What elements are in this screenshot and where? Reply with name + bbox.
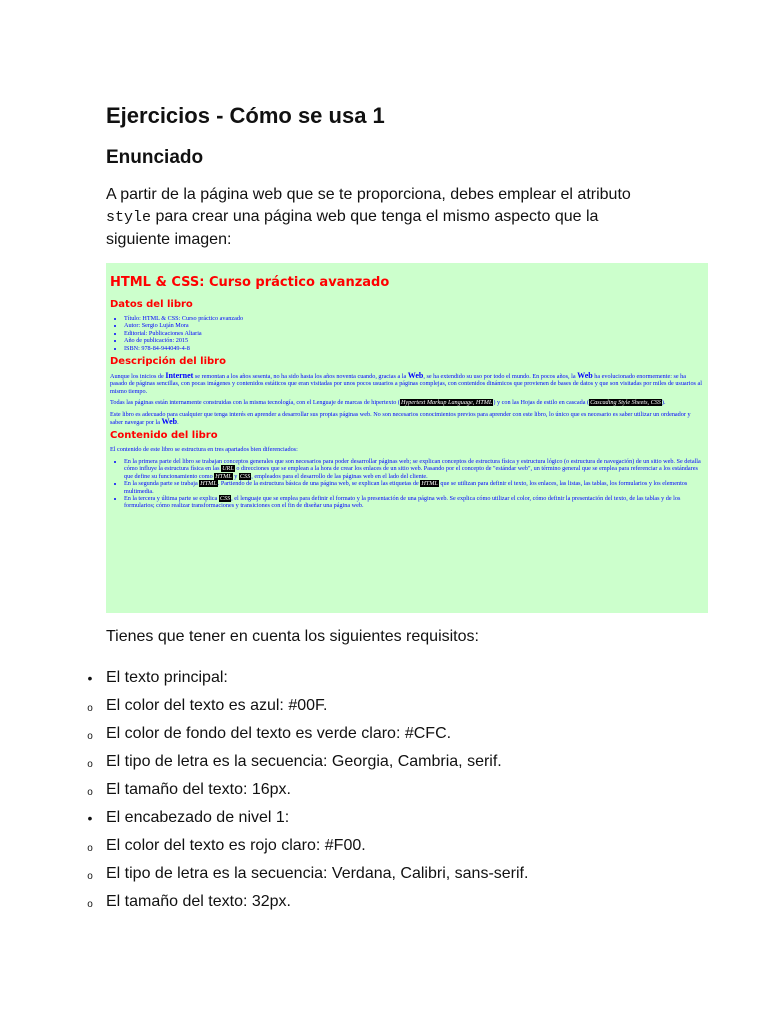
list-item (124, 458, 704, 480)
highlighted-term: HTML (215, 472, 232, 480)
intro-text-before: A partir de la página web que se te proporciona, debes emplear el atributo (106, 186, 631, 203)
intro-paragraph (106, 184, 666, 251)
list-item (0, 696, 768, 724)
highlighted-term: Cascading Style Sheets, CSS (590, 399, 661, 407)
text-run: Internet (165, 371, 194, 381)
text-run: Este libro es adecuado para cualquier que tenga interés en aprender a desarrollar sus propias páginas web. No son necesarios conocimientos previos para aprender con este libro, lo único que es necesario es saber utilizar un ordenador y saber navegar por la (110, 410, 691, 427)
bullet-circle-icon: o (87, 703, 93, 714)
list-item (124, 495, 704, 510)
text-run: ). (661, 399, 666, 407)
list-item: • ISBN: 978-84-944049-4-8 (124, 345, 704, 352)
requirement-text: El color del texto es rojo claro: #F00. (106, 837, 366, 854)
bullet-disc-icon: • (87, 810, 93, 826)
text-run: . Partiendo de la estructura básica de una página web, se explican las etiquetas de (217, 480, 421, 488)
text-run: . (177, 419, 179, 427)
list-item (0, 892, 768, 920)
requirement-text: El tamaño del texto: 16px. (106, 781, 291, 798)
text-run: Web (161, 417, 178, 427)
figure-descripcion-heading: Descripción del libro (110, 356, 226, 368)
list-item (0, 780, 768, 808)
list-item (0, 836, 768, 864)
figure-title: HTML & CSS: Curso práctico avanzado (110, 275, 390, 290)
figure-paragraph (110, 399, 704, 406)
list-item: • Autor: Sergio Luján Mora (124, 322, 704, 329)
highlighted-term: HTML (200, 480, 217, 488)
figure-datos-heading: Datos del libro (110, 299, 193, 310)
requirement-text: El color de fondo del texto es verde claro: #CFC. (106, 725, 452, 742)
requirements-list (0, 668, 768, 920)
highlighted-term: Hypertext Markup Language, HTML (400, 399, 493, 407)
list-item (0, 752, 768, 780)
bullet-disc-icon: • (87, 670, 93, 686)
requirement-text: El tipo de letra es la secuencia: Verdana, Calibri, sans-serif. (106, 865, 529, 882)
list-item (0, 808, 768, 836)
text-run: ha evolucionado enormemente: se ha pasado de páginas sencillas, con pocas imágenes y contenidos estáticos que eran visitadas por unos pocos usuarios a páginas complejas, con contenidos dinámicos que provienen de bases de datos y que son visitadas por miles de usuarios al mismo tiempo. (110, 373, 702, 395)
page-title: Ejercicios - Cómo se usa 1 (106, 103, 385, 128)
text-run: y (232, 472, 239, 480)
highlighted-term: HTML (421, 480, 438, 488)
text-run: , empleados para el desarrollo de las páginas web en el lado del cliente. (251, 472, 428, 480)
figure-contenido-heading: Contenido del libro (110, 430, 218, 442)
text-run: En la segunda parte se trabaja (124, 480, 200, 488)
bullet-circle-icon: o (87, 787, 93, 798)
bullet-circle-icon: o (87, 731, 93, 742)
list-item: • Año de publicación: 2015 (124, 337, 704, 344)
requirement-text: El encabezado de nivel 1: (106, 809, 290, 826)
highlighted-term: CSS (239, 472, 251, 480)
list-item (124, 480, 704, 495)
text-run: Aunque los inicios de (110, 373, 166, 381)
highlighted-term: CSS (219, 494, 231, 502)
text-run: Web (407, 371, 424, 381)
text-run: Web (577, 371, 593, 381)
text-run: , el lenguaje que se emplea para definir el formato y la presentación de una página web. Se explica cómo utilizar el color, cómo definir la presentación del texto, de las tablas y de los formularios; cómo realizar transformaciones y transiciones con el fin de diseñar una página web. (124, 494, 681, 510)
bullet-circle-icon: o (87, 899, 93, 910)
figure-paragraph: El contenido de este libro se estructura en tres apartados bien diferenciados: (110, 446, 298, 454)
highlighted-term: URL (222, 465, 234, 473)
text-run: se remontan a los años sesenta, no ha sido hasta los años noventa cuando, gracias a la (193, 373, 408, 381)
requirement-text: El tipo de letra es la secuencia: Georgia, Cambria, serif. (106, 753, 502, 770)
list-item (0, 668, 768, 696)
section-heading: Enunciado (106, 147, 204, 168)
requirement-text: El texto principal: (106, 669, 228, 686)
example-screenshot (106, 263, 708, 613)
bullet-circle-icon: o (87, 843, 93, 854)
intro-code: style (106, 209, 152, 226)
figure-datos-list (110, 315, 704, 352)
bullet-circle-icon: o (87, 871, 93, 882)
text-run: En la primera parte del libro se trabajan conceptos generales que son necesarios para poder desarrollar páginas web; se explican conceptos de estructura física y estructura lógico (o estructura de navegación) de un sitio web. Se detalla cómo influye la estructura física en las (124, 457, 701, 473)
requirements-intro: Tienes que tener en cuenta los siguientes requisitos: (106, 628, 479, 645)
figure-paragraph (110, 411, 704, 427)
text-run: En la tercera y última parte se explica (124, 494, 219, 502)
list-item (0, 864, 768, 892)
figure-contenido-list (110, 458, 704, 510)
bullet-circle-icon: o (87, 759, 93, 770)
text-run: , se ha extendido su uso por todo el mundo. En pocos años, la (423, 373, 578, 381)
text-run: Todas las páginas están internamente construidas con la misma tecnología, con el Lenguaje de marcas de hipertexto ( (110, 399, 400, 407)
intro-text-after: para crear una página web que tenga el mismo aspecto que la siguiente imagen: (106, 208, 599, 248)
text-run: que se utilizan para definir el texto, los enlaces, las listas, las tablas, los formularios y los elementos multimedia. (124, 480, 688, 495)
text-run: ) y con las Hojas de estilo en cascada ( (493, 399, 590, 407)
requirement-text: El color del texto es azul: #00F. (106, 697, 328, 714)
requirement-text: El tamaño del texto: 32px. (106, 893, 291, 910)
list-item: • Editorial: Publicaciones Altaria (124, 330, 704, 337)
text-run: o direcciones que se emplean a la hora de crear los enlaces de un sitio web. Pasando por el concepto de "estándar web", un término general que se emplea para referenciar a los estándares que define su funcionamiento como (124, 465, 698, 480)
list-item (0, 724, 768, 752)
list-item: • Título: HTML & CSS: Curso práctico avanzado (124, 315, 704, 322)
figure-paragraph (110, 372, 704, 395)
